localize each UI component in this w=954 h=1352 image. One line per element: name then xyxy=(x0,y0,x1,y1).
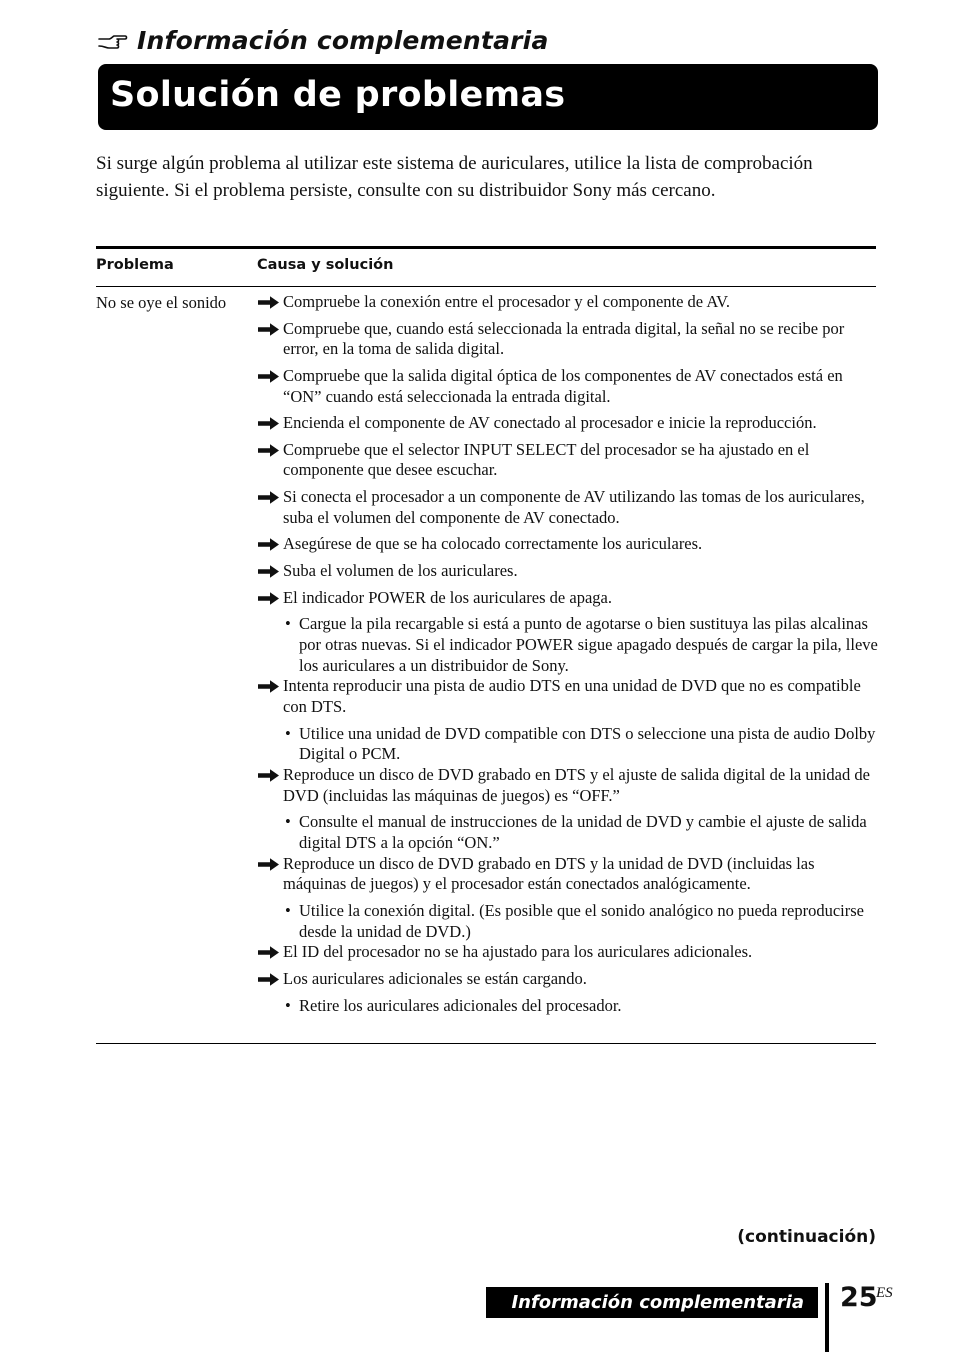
cause-text: Compruebe la conexión entre el procesador y el componente de AV. xyxy=(283,292,731,311)
footer-divider xyxy=(825,1283,829,1352)
arrow-right-icon xyxy=(257,857,280,872)
footer-section-tab xyxy=(486,1287,818,1318)
cause-text: Suba el volumen de los auriculares. xyxy=(283,560,518,580)
cause-text: Reproduce un disco de DVD grabado en DTS y el ajuste de salida digital de la unidad de DVD (incluidas las máquinas de juegos) es “OFF.” xyxy=(283,764,870,805)
cause-item xyxy=(257,440,878,481)
bullet-icon: • xyxy=(285,723,291,743)
arrow-right-icon xyxy=(257,679,280,694)
arrow-right-icon xyxy=(257,322,280,337)
cause-item xyxy=(257,588,878,609)
arrow-right-icon xyxy=(257,295,280,310)
problem-cell: No se oye el sonido xyxy=(96,293,227,312)
solution-bullet xyxy=(257,996,878,1017)
cause-text: Intenta reproducir una pista de audio DTS en una unidad de DVD que no es compatible con DTS. xyxy=(283,676,861,716)
cause-item xyxy=(257,413,878,434)
cause-item xyxy=(257,487,878,528)
cause-text: Si conecta el procesador a un componente de AV utilizando las tomas de los auriculares, suba el volumen del componente de AV conectado. xyxy=(283,487,865,527)
cause-text: El indicador POWER de los auriculares de apaga. xyxy=(283,587,612,607)
arrow-right-icon xyxy=(257,564,280,579)
solution-bullet xyxy=(257,812,878,853)
cause-text: Asegúrese de que se ha colocado correctamente los auriculares. xyxy=(283,534,703,554)
header-rule xyxy=(96,286,876,287)
arrow-right-icon xyxy=(257,972,280,987)
solution-text: Utilice la conexión digital. (Es posible que el sonido analógico no pueda reproducirse desde la unidad de DVD.) xyxy=(299,900,864,941)
section-title: Información complementaria xyxy=(137,26,549,55)
cause-list xyxy=(257,292,878,1016)
cause-item xyxy=(257,765,878,806)
table-top-rule xyxy=(96,246,876,249)
cause-text: Compruebe que, cuando está seleccionada la entrada digital, la señal no se recibe por error, en la toma de salida digital. xyxy=(283,318,845,359)
cause-item xyxy=(257,319,878,360)
solution-bullet xyxy=(257,901,878,942)
continuation-label: (continuación) xyxy=(737,1227,876,1247)
bullet-icon: • xyxy=(285,900,291,920)
cause-item xyxy=(257,969,878,990)
bullet-icon: • xyxy=(285,812,291,832)
arrow-right-icon xyxy=(257,768,280,783)
cause-text: Encienda el componente de AV conectado al procesador e inicie la reproducción. xyxy=(283,413,817,433)
arrow-right-icon xyxy=(257,369,280,384)
cause-text: El ID del procesador no se ha ajustado para los auriculares adicionales. xyxy=(283,942,753,962)
arrow-right-icon xyxy=(257,537,280,552)
table-bottom-rule xyxy=(96,1043,876,1044)
solution-text: Consulte el manual de instrucciones de la unidad de DVD y cambie el ajuste de salida digital DTS a la opción “ON.” xyxy=(299,812,867,852)
pointing-hand-icon xyxy=(97,30,129,52)
page-number: 25 xyxy=(840,1282,878,1313)
cause-text: Compruebe que el selector INPUT SELECT del procesador se ha ajustado en el componente que desee escuchar. xyxy=(283,439,810,480)
cause-item xyxy=(257,942,878,963)
cause-item xyxy=(257,561,878,582)
solution-text: Retire los auriculares adicionales del procesador. xyxy=(299,995,622,1015)
cause-item xyxy=(257,854,878,895)
column-header-cause: Causa y solución xyxy=(257,257,394,273)
arrow-right-icon xyxy=(257,945,280,960)
cause-item xyxy=(257,292,878,313)
cause-text: Reproduce un disco de DVD grabado en DTS y la unidad de DVD (incluidas las máquinas de juegos) y el procesador están conectados analógicamente. xyxy=(283,853,815,894)
arrow-right-icon xyxy=(257,416,280,431)
footer-section-label: Información complementaria xyxy=(511,1292,804,1313)
cause-text: Los auriculares adicionales se están cargando. xyxy=(283,968,587,988)
arrow-right-icon xyxy=(257,490,280,505)
solution-text: Cargue la pila recargable si está a punto de agotarse o bien sustituya las pilas alcalinas por otras nuevas. Si el indicador POWER sigue apagado después de cargar la pila, lleve los auriculares a un distribuidor de Sony. xyxy=(299,614,878,675)
cause-item xyxy=(257,366,878,407)
arrow-right-icon xyxy=(257,591,280,606)
bullet-icon: • xyxy=(285,995,291,1015)
page-title: Solución de problemas xyxy=(110,75,566,115)
page-language-code: ES xyxy=(876,1285,893,1301)
cause-text: Compruebe que la salida digital óptica de los componentes de AV conectados está en “ON” cuando está seleccionada la entrada digital. xyxy=(283,365,843,406)
page-title-bar xyxy=(98,64,878,130)
solution-text: Utilice una unidad de DVD compatible con DTS o seleccione una pista de audio Dolby Digital o PCM. xyxy=(299,723,876,764)
section-header xyxy=(97,26,549,55)
column-header-problem: Problema xyxy=(96,257,174,273)
bullet-icon: • xyxy=(285,614,291,634)
arrow-right-icon xyxy=(257,443,280,458)
solution-bullet xyxy=(257,724,878,765)
solution-bullet xyxy=(257,614,878,676)
intro-paragraph: Si surge algún problema al utilizar este sistema de auriculares, utilice la lista de comprobación siguiente. Si el problema persiste, consulte con su distribuidor Sony más cercano. xyxy=(96,153,813,201)
cause-item xyxy=(257,676,878,717)
cause-item xyxy=(257,534,878,555)
